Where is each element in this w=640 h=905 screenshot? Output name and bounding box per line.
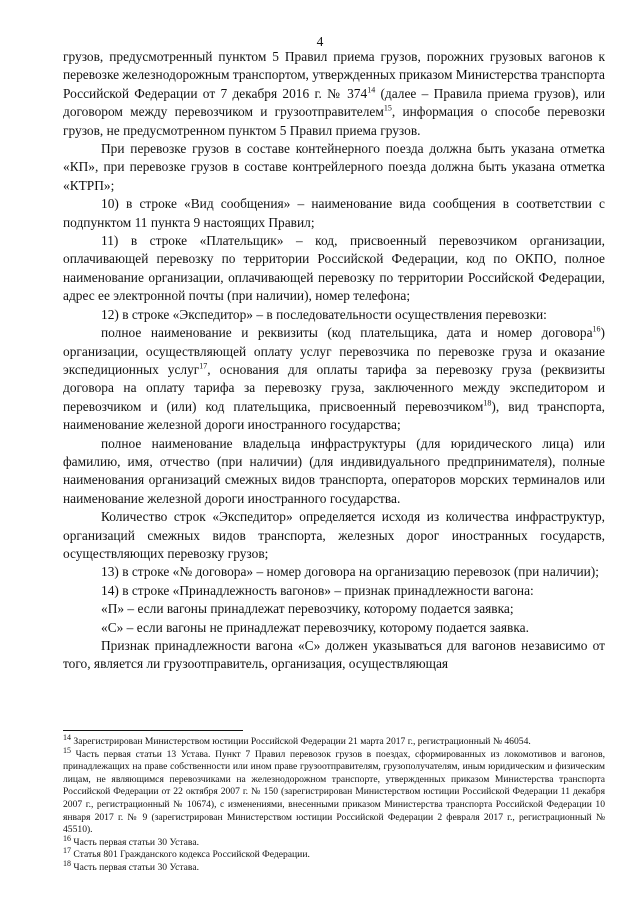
paragraph-text: ) организации, осуществляющей оплату услуг перевозчика по перевозке груза и оказание экспедиционных услуг — [63, 325, 605, 377]
paragraph — [63, 582, 605, 600]
paragraph — [63, 232, 605, 306]
paragraph-text: При перевозке грузов в составе контейнерного поезда должна быть указана отметка «КП», при перевозке грузов в составе контрейлерного поезда должна быть указана отметка «КТРП»; — [63, 141, 605, 193]
paragraph — [63, 195, 605, 232]
paragraph — [63, 435, 605, 509]
paragraph-text: Признак принадлежности вагона «С» должен указываться для вагонов независимо от того, является ли грузоотправитель, организация, осуществляющая — [63, 638, 605, 672]
paragraph-text: , основания для оплаты тарифа за перевозку груза (реквизиты договора на оплату тарифа за перевозку груза, заключенного между экспедитором и перевозчиком и (или) код плательщика, присвоенный перевозчиком — [63, 361, 606, 414]
footnote-reference: 16 — [592, 324, 601, 334]
paragraph — [63, 508, 605, 563]
paragraph — [63, 324, 605, 434]
paragraph-text: 13) в строке «№ договора» – номер договора на организацию перевозок (при наличии); — [101, 564, 599, 580]
footnote-reference: 18 — [483, 398, 492, 408]
footnote-reference: 15 — [383, 103, 392, 113]
paragraph — [63, 600, 605, 618]
paragraph — [63, 637, 605, 674]
paragraph-text: ), вид транспорта, наименование железной дороги иностранного государства; — [63, 398, 605, 433]
footnote-reference: 17 — [199, 361, 208, 371]
paragraph-text: полное наименование владельца инфраструктуры (для юридического лица) или фамилию, имя, отчество (при наличии) (для индивидуального предпринимателя), полные наименования организаций смежных видов транспорта, операторов морских терминалов или наименование железной дороги иностранного государства. — [63, 435, 605, 506]
paragraph-text: 12) в строке «Экспедитор» – в последовательности осуществления перевозки: — [101, 306, 547, 322]
paragraph-text: Количество строк «Экспедитор» определяется исходя из количества инфраструктур, организаций смежных видов транспорта, железных дорог иностранных государств, осуществляющих перевозку грузов; — [63, 509, 605, 561]
paragraph-text: 11) в строке «Плательщик» – код, присвоенный перевозчиком организации, оплачивающей перевозку по территории Российской Федерации, код по ОКПО, полное наименование организации, оплачивающей перевозку по территории Российской Федерации, адрес ее электронной почты (при наличии), номер телефона; — [63, 233, 605, 304]
footnote-text: Часть первая статьи 30 Устава. — [71, 861, 199, 873]
footnote — [63, 858, 605, 875]
paragraph-text: 14) в строке «Принадлежность вагонов» – признак принадлежности вагона: — [101, 582, 534, 598]
footnote-number: 18 — [63, 858, 71, 868]
body-text — [63, 48, 605, 674]
footnote-number: 14 — [63, 732, 71, 742]
paragraph — [63, 563, 605, 581]
footnote-text: Зарегистрирован Министерством юстиции Российской Федерации 21 марта 2017 г., регистрационный № 46054. — [71, 736, 531, 747]
footnote — [63, 846, 605, 862]
page-number: 4 — [316, 34, 324, 49]
paragraph-text: «С» – если вагоны не принадлежат перевозчику, которому подается заявка. — [101, 619, 529, 635]
paragraph-text: 10) в строке «Вид сообщения» – наименование вида сообщения в соответствии с подпунктом 11 пункта 9 настоящих Правил; — [63, 196, 605, 230]
paragraph-text: полное наименование и реквизиты (код плательщика, дата и номер договора — [101, 325, 593, 341]
footnote-reference: 14 — [367, 85, 376, 95]
footnote-separator — [63, 730, 243, 731]
paragraph-text: , информация о способе перевозки грузов, не предусмотренном пунктом 5 Правил приема грузов. — [63, 104, 605, 138]
footnote-number: 16 — [63, 833, 71, 843]
paragraph-text: грузов, предусмотренный пунктом 5 Правил приема грузов, порожних грузовых вагонов к перевозке железнодорожным транспортом, утвержденных приказом Министерства транспорта Российской Федерации от 7 декабря 2016 г. № 374 — [63, 49, 605, 101]
paragraph — [63, 306, 605, 324]
footnote — [63, 833, 605, 850]
paragraph — [63, 619, 605, 637]
footnote-text: Часть первая статьи 30 Устава. — [71, 836, 199, 848]
footnotes — [63, 732, 605, 875]
footnote — [63, 745, 605, 837]
paragraph — [63, 48, 605, 140]
footnote — [63, 732, 605, 749]
footnote-number: 17 — [63, 846, 71, 856]
paragraph-text: «П» – если вагоны принадлежат перевозчику, которому подается заявка; — [101, 601, 514, 617]
paragraph-text: (далее – Правила приема грузов), или договором между перевозчиком и грузоотправителем — [63, 85, 605, 120]
footnote-number: 15 — [63, 745, 71, 755]
footnote-text: Статья 801 Гражданского кодекса Российской Федерации. — [71, 849, 310, 861]
footnote-text: Часть первая статьи 13 Устава. Пункт 7 Правил перевозок грузов в поездах, сформированных из локомотивов и вагонов, принадлежащих на праве собственности или ином праве грузоотправителям, грузополучателям, иным юридическим и физическим лицам, не являющимся перевозчиками на железнодорожном транспорте, утвержденных приказом Министерства транспорта Российской Федерации от 22 октября 2007 г. № 150 (зарегистрирован Министерством юстиции Российской Федерации 11 декабря 2007 г., регистрационный № 10674), с изменениями, внесенными приказом Министерства транспорта Российской Федерации 10 января 2017 г. № 9 (зарегистрирован Министерством юстиции Российской Федерации 2 февраля 2017 г., регистрационный № 45510). — [63, 748, 605, 836]
paragraph — [63, 140, 605, 195]
